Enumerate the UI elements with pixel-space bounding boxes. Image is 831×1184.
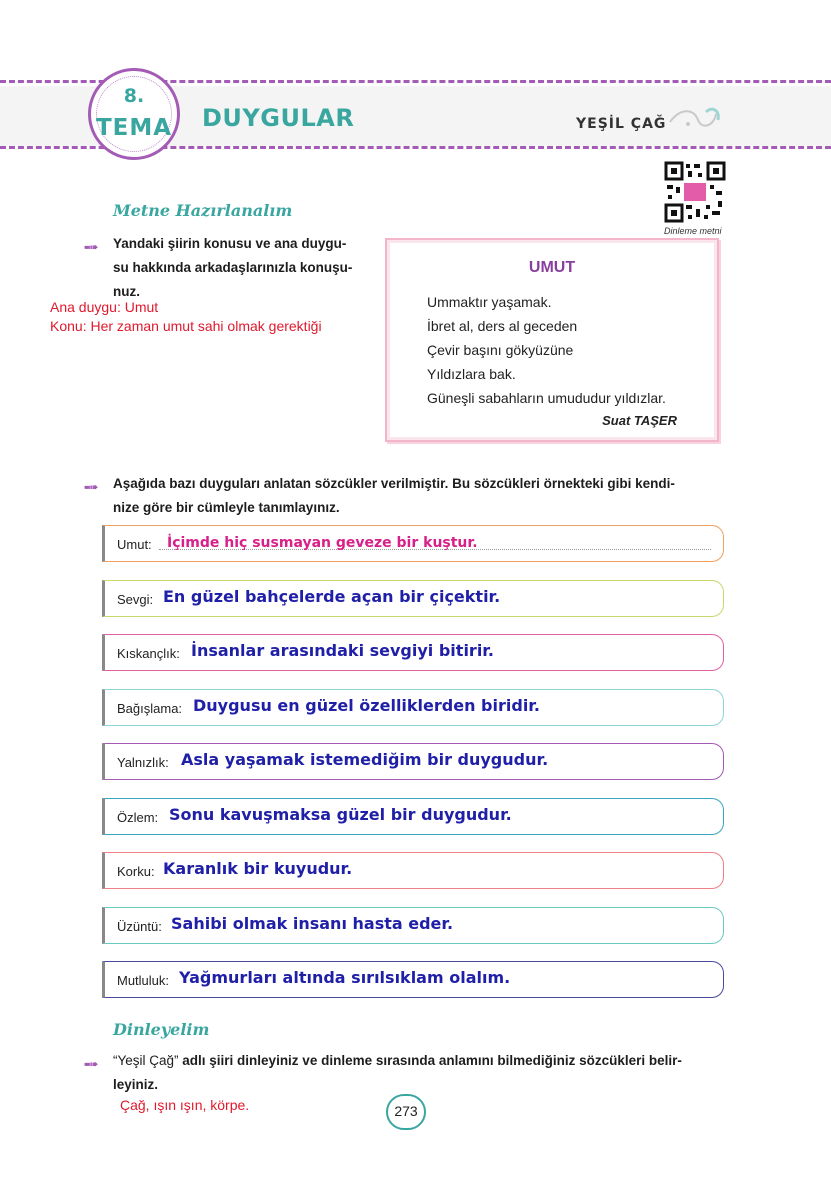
poem-line: Güneşli sabahların umududur yıldızlar. [427, 390, 666, 406]
poem-line: İbret al, ders al geceden [427, 318, 578, 334]
emotion-row [102, 689, 724, 726]
qr-code-icon[interactable] [664, 161, 726, 223]
emotion-answer[interactable]: Asla yaşamak istemediğim bir duygudur. [181, 750, 549, 769]
unit-title: YEŞİL ÇAĞ [576, 116, 667, 132]
instruction-line: nuz. [113, 284, 140, 299]
answer-main-emotion: Ana duygu: Umut [50, 299, 159, 315]
emotion-label: Kıskançlık: [117, 646, 180, 661]
emotion-label: Üzüntü: [117, 919, 162, 934]
qr-caption: Dinleme metni [664, 226, 722, 236]
emotion-answer[interactable]: Duygusu en güzel özelliklerden biridir. [193, 696, 540, 715]
emotion-row [102, 961, 724, 998]
bullet-arrow-icon: ▪▪➠ [84, 1057, 97, 1071]
decorative-swirl-icon [666, 102, 726, 138]
emotion-label: Umut: [117, 537, 152, 552]
emotion-row [102, 852, 724, 889]
instruction-emotions [113, 472, 733, 520]
poem-title: UMUT [528, 259, 576, 276]
instruction-poem [113, 232, 375, 304]
poem-author: Suat TAŞER [602, 413, 677, 428]
poem-name-quote: “Yeşil Çağ” [113, 1053, 179, 1068]
emotion-answer[interactable]: İnsanlar arasındaki sevgiyi bitirir. [191, 641, 494, 660]
emotion-answer[interactable]: En güzel bahçelerde açan bir çiçektir. [163, 587, 501, 606]
emotion-answer[interactable]: Sahibi olmak insanı hasta eder. [171, 914, 454, 933]
emotion-row [102, 798, 724, 835]
bullet-arrow-icon: ▪▪➠ [84, 480, 97, 494]
instruction-line: Aşağıda bazı duyguları anlatan sözcükler verilmiştir. Bu sözcükleri örnekteki gibi kendi- [113, 476, 675, 491]
emotion-row [102, 907, 724, 944]
poem-line: Ummaktır yaşamak. [427, 294, 552, 310]
poem-card [385, 238, 719, 442]
answer-topic: Konu: Her zaman umut sahi olmak gerektiği [50, 318, 322, 334]
emotion-answer[interactable]: Karanlık bir kuyudur. [163, 859, 353, 878]
poem-line: Yıldızlara bak. [427, 366, 516, 382]
emotion-label: Mutluluk: [117, 973, 170, 988]
instruction-line: Yandaki şiirin konusu ve ana duygu- [113, 236, 347, 251]
theme-title: DUYGULAR [202, 104, 355, 132]
emotion-label: Sevgi: [117, 592, 154, 607]
section-heading-prepare: Metne Hazırlanalım [113, 201, 293, 220]
instruction-line [113, 1049, 733, 1073]
section-heading-listen: Dinleyelim [113, 1020, 210, 1039]
emotion-label: Korku: [117, 864, 155, 879]
theme-word: TEMA [95, 115, 173, 141]
emotion-answer[interactable]: Sonu kavuşmaksa güzel bir duygudur. [169, 805, 512, 824]
emotion-label: Yalnızlık: [117, 755, 169, 770]
emotion-row [102, 580, 724, 617]
instruction-listen [113, 1049, 733, 1097]
handwritten-answer-words: Çağ, ışın ışın, körpe. [120, 1097, 250, 1113]
poem-lines [427, 290, 666, 410]
emotion-answer[interactable]: İçimde hiç susmayan geveze bir kuştur. [167, 535, 478, 551]
instruction-line: leyiniz. [113, 1077, 159, 1092]
emotion-row [102, 743, 724, 780]
emotion-answer[interactable]: Yağmurları altında sırılsıklam olalım. [179, 968, 511, 987]
instruction-line: su hakkında arkadaşlarınızla konuşu- [113, 260, 353, 275]
theme-number: 8. [123, 85, 145, 107]
instruction-line: nize göre bir cümleyle tanımlayınız. [113, 500, 340, 515]
poem-line: Çevir başını gökyüzüne [427, 342, 574, 358]
emotion-label: Özlem: [117, 810, 159, 825]
emotion-label: Bağışlama: [117, 701, 183, 716]
emotion-row [102, 525, 724, 562]
bullet-arrow-icon: ▪▪➠ [84, 240, 97, 254]
instruction-text: adlı şiiri dinleyiniz ve dinleme sırasında anlamını bilmediğiniz sözcükleri belir- [178, 1053, 682, 1068]
theme-badge [88, 68, 180, 160]
emotion-row [102, 634, 724, 671]
page-number: 273 [386, 1094, 426, 1130]
handwritten-answer [50, 298, 322, 336]
